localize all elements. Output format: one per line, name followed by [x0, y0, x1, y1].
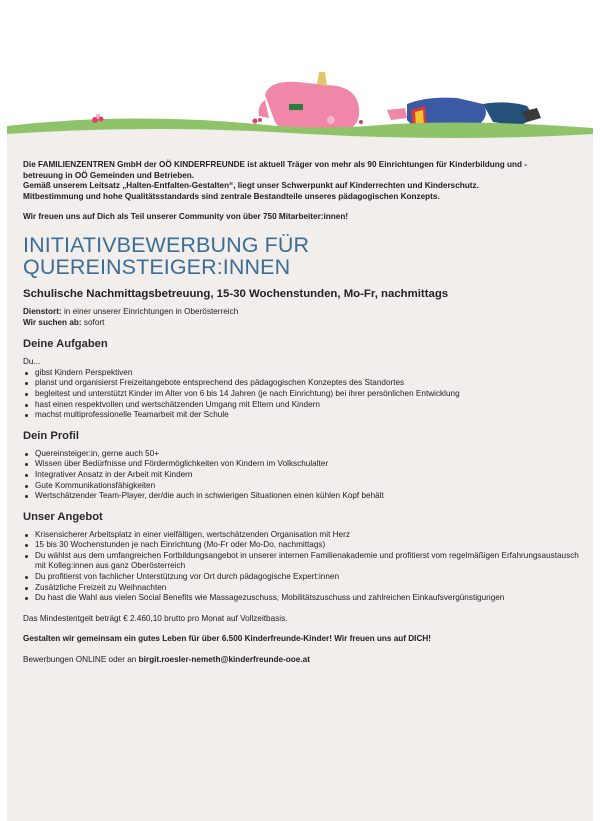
- job-meta: [23, 307, 579, 328]
- list-item: Gute Kommunikationsfähigkeiten: [23, 481, 579, 492]
- intro-line: Die FAMILIENZENTREN GmbH der OÖ KINDERFREUNDE ist aktuell Träger von mehr als 90 Einrichtungen für Kinderbildung und -: [23, 160, 528, 169]
- salary-info: Das Mindestentgelt beträgt € 2.460,10 brutto pro Monat auf Vollzeitbasis.: [23, 613, 288, 623]
- list-item: Zusätzliche Freizeit zu Weihnachten: [23, 583, 579, 594]
- intro-line: Wir freuen uns auf Dich als Teil unserer Community von über 750 Mitarbeiter:innen!: [23, 212, 349, 222]
- section-heading-aufgaben: Deine Aufgaben: [23, 338, 108, 351]
- start-date-value: sofort: [81, 317, 105, 327]
- list-item: 15 bis 30 Wochenstunden je nach Einrichtung (Mo-Fr oder Mo-Do, nachmittags): [23, 540, 579, 551]
- list-item: Du hast die Wahl aus vielen Social Benefits wie Massagezuschuss, Mobilitätszuschuss und zahlreichen Einkaufsvergünstigungen: [23, 593, 579, 604]
- closing-statement: Gestalten wir gemeinsam ein gutes Leben für über 6.500 Kinderfreunde-Kinder! Wir freuen uns auf DICH!: [23, 634, 432, 644]
- aufgaben-list: [23, 368, 579, 421]
- list-item: planst und organisierst Freizeitangebote entsprechend des pädagogischen Konzeptes des Standortes: [23, 378, 579, 389]
- position-subtitle: Schulische Nachmittagsbetreuung, 15-30 Wochenstunden, Mo-Fr, nachmittags: [23, 287, 449, 300]
- list-item: begleitest und unterstützt Kinder im Alter von 6 bis 14 Jahren (je nach Einrichtung) bei ihrer persönlichen Entwicklung: [23, 389, 579, 400]
- list-item: Integrativer Ansatz in der Arbeit mit Kindern: [23, 470, 579, 481]
- start-date-row: [23, 318, 579, 329]
- job-posting-page: [7, 0, 593, 821]
- list-item: Du wählst aus dem umfangreichen Fortbildungsangebot in unserer internen Familienakademie und profitierst vom regelmäßigen Erfahrungsaustausch mit Kolleg:innen aus ganz Oberösterreich: [23, 551, 579, 572]
- contact-email-link[interactable]: birgit.roesler-nemeth@kinderfreunde-ooe.at: [138, 655, 310, 665]
- section-heading-angebot: Unser Angebot: [23, 510, 103, 523]
- company-intro: [23, 160, 579, 223]
- start-date-label: Wir suchen ab:: [23, 317, 82, 327]
- intro-line: Gemäß unserem Leitsatz „Halten-Entfalten-Gestalten“, liegt unser Schwerpunkt auf Kinderrechten und Kinderschutz.: [23, 181, 479, 191]
- list-item: Quereinsteiger:in, gerne auch 50+: [23, 449, 579, 460]
- dienstort-row: [23, 307, 579, 318]
- posting-content: [23, 160, 579, 666]
- page-title: [23, 234, 579, 278]
- section-heading-profil: Dein Profil: [23, 429, 79, 442]
- list-item: Wertschätzender Team-Player, der/die auch in schwierigen Situationen einen kühlen Kopf behält: [23, 491, 579, 502]
- list-item: gibst Kindern Perspektiven: [23, 368, 579, 379]
- list-item: Krisensicherer Arbeitsplatz in einer vielfältigen, wertschätzenden Organisation mit Herz: [23, 530, 579, 541]
- aufgaben-lead: Du...: [23, 357, 41, 367]
- header-illustration: [7, 0, 593, 150]
- dienstort-label: Dienstort:: [23, 306, 62, 316]
- list-item: machst multiprofessionelle Teamarbeit mit der Schule: [23, 410, 579, 421]
- title-line: INITIATIVBEWERBUNG FÜR: [23, 232, 310, 257]
- list-item: hast einen respektvollen und wertschätzenden Umgang mit Eltern und Kindern: [23, 400, 579, 411]
- list-item: Wissen über Bedürfnisse und Fördermöglichkeiten von Kindern im Volkschulalter: [23, 459, 579, 470]
- dienstort-value: in einer unserer Einrichtungen in Oberösterreich: [61, 306, 239, 316]
- application-contact: [23, 655, 579, 666]
- intro-line: betreuung in OÖ Gemeinden und Betrieben.: [23, 170, 195, 180]
- children-playing-illustration: [7, 0, 593, 150]
- list-item: Du profitierst von fachlicher Unterstützung vor Ort durch pädagogische Expert:innen: [23, 572, 579, 583]
- contact-prefix: Bewerbungen ONLINE oder an: [23, 655, 139, 665]
- angebot-list: [23, 530, 579, 604]
- intro-line: Mitbestimmung und hohe Qualitätsstandards sind zentrale Bestandteile unseres pädagogischen Konzepts.: [23, 191, 440, 201]
- profil-list: [23, 449, 579, 502]
- title-line: QUEREINSTEIGER:INNEN: [23, 254, 291, 279]
